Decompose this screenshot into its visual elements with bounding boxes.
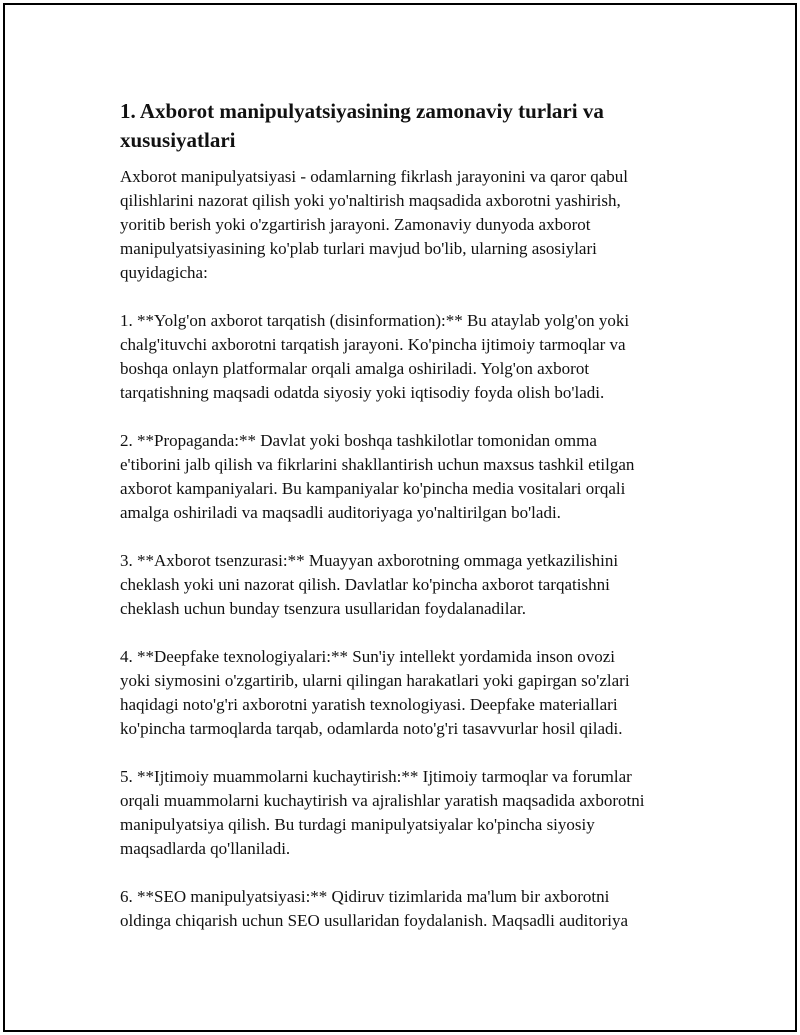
paragraph-line: tarqatishning maqsadi odatda siyosiy yoki iqtisodiy foyda olish bo'ladi.: [120, 383, 605, 402]
paragraph-line: cheklash yoki uni nazorat qilish. Davlatlar ko'pincha axborot tarqatishni: [120, 575, 610, 594]
paragraph-line: 1. **Yolg'on axborot tarqatish (disinformation):** Bu ataylab yolg'on yoki: [120, 311, 630, 330]
intro-paragraph: [118, 165, 698, 285]
paragraph-line: chalg'ituvchi axborotni tarqatish jarayoni. Ko'pincha ijtimoiy tarmoqlar va: [120, 335, 626, 354]
paragraph-line: cheklash uchun bunday tsenzura usullaridan foydalanadilar.: [120, 599, 526, 618]
paragraph-line: e'tiborini jalb qilish va fikrlarini shakllantirish uchun maxsus tashkil etilgan: [120, 455, 635, 474]
list-item-censorship: [118, 549, 698, 621]
paragraph-line: boshqa onlayn platformalar orqali amalga oshiriladi. Yolg'on axborot: [120, 359, 590, 378]
paragraph-line: manipulyatsiya qilish. Bu turdagi manipulyatsiyalar ko'pincha siyosiy: [120, 815, 595, 834]
heading-line: 1. Axborot manipulyatsiyasining zamonaviy turlari va: [120, 99, 604, 123]
list-item-propaganda: [118, 429, 698, 525]
paragraph-line: 4. **Deepfake texnologiyalari:** Sun'iy intellekt yordamida inson ovozi: [120, 647, 616, 666]
list-item-seo: [118, 885, 698, 933]
paragraph-line: amalga oshiriladi va maqsadli auditoriyaga yo'naltirilgan bo'ladi.: [120, 503, 561, 522]
paragraph-line: oldinga chiqarish uchun SEO usullaridan foydalanish. Maqsadli auditoriya: [120, 911, 629, 930]
document-page: [3, 3, 797, 1032]
list-item-deepfake: [118, 645, 698, 741]
heading-line: xususiyatlari: [120, 128, 236, 152]
paragraph-line: orqali muammolarni kuchaytirish va ajralishlar yaratish maqsadida axborotni: [120, 791, 645, 810]
list-item-disinformation: [118, 309, 698, 405]
section-heading: [118, 97, 698, 155]
paragraph-line: axborot kampaniyalari. Bu kampaniyalar ko'pincha media vositalari orqali: [120, 479, 626, 498]
paragraph-line: yoritib berish yoki o'zgartirish jarayoni. Zamonaviy dunyoda axborot: [120, 215, 591, 234]
paragraph-line: quyidagicha:: [120, 263, 208, 282]
paragraph-line: 6. **SEO manipulyatsiyasi:** Qidiruv tizimlarida ma'lum bir axborotni: [120, 887, 610, 906]
paragraph-line: 5. **Ijtimoiy muammolarni kuchaytirish:** Ijtimoiy tarmoqlar va forumlar: [120, 767, 632, 786]
paragraph-line: ko'pincha tarmoqlarda tarqab, odamlarda noto'g'ri tasavvurlar hosil qiladi.: [120, 719, 623, 738]
paragraph-line: maqsadlarda qo'llaniladi.: [120, 839, 291, 858]
paragraph-line: haqidagi noto'g'ri axborotni yaratish texnologiyasi. Deepfake materiallari: [120, 695, 618, 714]
paragraph-line: yoki siymosini o'zgartirib, ularni qilingan harakatlari yoki gapirgan so'zlari: [120, 671, 630, 690]
paragraph-line: Axborot manipulyatsiyasi - odamlarning fikrlash jarayonini va qaror qabul: [120, 167, 628, 186]
paragraph-line: qilishlarini nazorat qilish yoki yo'naltirish maqsadida axborotni yashirish,: [120, 191, 621, 210]
paragraph-line: 2. **Propaganda:** Davlat yoki boshqa tashkilotlar tomonidan omma: [120, 431, 597, 450]
paragraph-line: manipulyatsiyasining ko'plab turlari mavjud bo'lib, ularning asosiylari: [120, 239, 597, 258]
list-item-social-problems: [118, 765, 698, 861]
document-body: [118, 97, 698, 957]
paragraph-line: 3. **Axborot tsenzurasi:** Muayyan axborotning ommaga yetkazilishini: [120, 551, 619, 570]
